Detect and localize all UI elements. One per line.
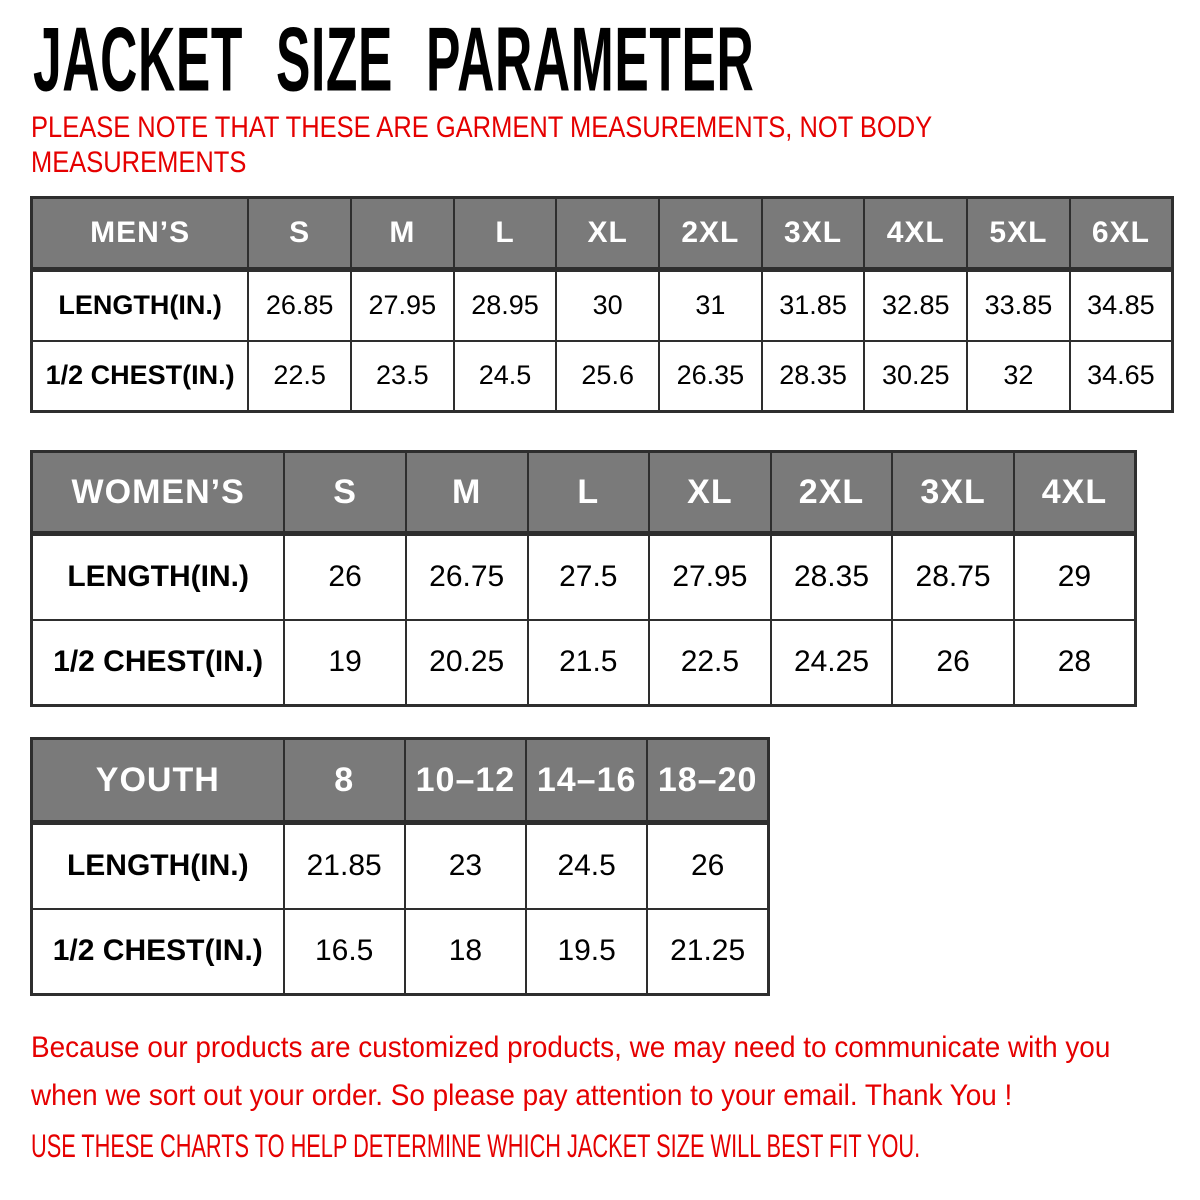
- garment-measurement-note: [31, 110, 932, 180]
- value-cell: 32.85: [864, 270, 967, 341]
- value-cell: 26.85: [248, 270, 351, 341]
- womens-table-title: WOMEN’S: [32, 452, 285, 534]
- header-row: [32, 739, 769, 823]
- value-cell: 31: [659, 270, 762, 341]
- row-label: 1/2 CHEST(IN.): [32, 341, 249, 412]
- value-cell: 24.5: [454, 341, 557, 412]
- mens-size-header: 6XL: [1070, 198, 1173, 270]
- value-cell: 28.95: [454, 270, 557, 341]
- value-cell: 30: [556, 270, 659, 341]
- youth-size-header: 10–12: [405, 739, 526, 823]
- womens-size-header: XL: [649, 452, 771, 534]
- mens-size-header: 4XL: [864, 198, 967, 270]
- womens-size-header: 3XL: [892, 452, 1014, 534]
- value-cell: 28.35: [762, 341, 865, 412]
- value-cell: 24.25: [771, 620, 893, 706]
- value-cell: 26: [892, 620, 1014, 706]
- value-cell: 26.75: [406, 534, 528, 620]
- youth-size-header: 8: [284, 739, 405, 823]
- value-cell: 34.65: [1070, 341, 1173, 412]
- youth-size-table: [30, 737, 770, 996]
- header-row: [32, 452, 1136, 534]
- usage-instruction: USE THESE CHARTS TO HELP DETERMINE WHICH JACKET SIZE WILL BEST FIT YOU.: [31, 1128, 921, 1164]
- womens-size-table: [30, 450, 1137, 707]
- value-cell: 19: [284, 620, 406, 706]
- note-line-2: MEASUREMENTS: [31, 146, 247, 179]
- row-label: LENGTH(IN.): [32, 270, 249, 341]
- womens-size-header: 4XL: [1014, 452, 1136, 534]
- row-label: LENGTH(IN.): [32, 534, 285, 620]
- table-row: [32, 909, 769, 995]
- youth-size-header: 18–20: [647, 739, 768, 823]
- value-cell: 31.85: [762, 270, 865, 341]
- mens-table-title: MEN’S: [32, 198, 249, 270]
- table-row: [32, 620, 1136, 706]
- value-cell: 26: [647, 823, 768, 909]
- mens-size-header: XL: [556, 198, 659, 270]
- value-cell: 22.5: [248, 341, 351, 412]
- value-cell: 20.25: [406, 620, 528, 706]
- value-cell: 28.35: [771, 534, 893, 620]
- mens-size-header: L: [454, 198, 557, 270]
- value-cell: 21.25: [647, 909, 768, 995]
- header-row: [32, 198, 1173, 270]
- value-cell: 27.95: [351, 270, 454, 341]
- row-label: 1/2 CHEST(IN.): [32, 620, 285, 706]
- value-cell: 23.5: [351, 341, 454, 412]
- value-cell: 26.35: [659, 341, 762, 412]
- mens-size-header: M: [351, 198, 454, 270]
- value-cell: 27.95: [649, 534, 771, 620]
- value-cell: 21.5: [528, 620, 650, 706]
- value-cell: 25.6: [556, 341, 659, 412]
- mens-size-header: 2XL: [659, 198, 762, 270]
- value-cell: 32: [967, 341, 1070, 412]
- value-cell: 24.5: [526, 823, 647, 909]
- womens-size-header: S: [284, 452, 406, 534]
- row-label: 1/2 CHEST(IN.): [32, 909, 284, 995]
- customization-notice-line-1: Because our products are customized products, we may need to communicate with you: [31, 1031, 1111, 1064]
- value-cell: 27.5: [528, 534, 650, 620]
- table-row: [32, 823, 769, 909]
- value-cell: 34.85: [1070, 270, 1173, 341]
- womens-size-header: 2XL: [771, 452, 893, 534]
- customization-notice: [31, 1024, 1110, 1120]
- table-row: [32, 270, 1173, 341]
- value-cell: 16.5: [284, 909, 405, 995]
- note-line-1: PLEASE NOTE THAT THESE ARE GARMENT MEASUREMENTS, NOT BODY: [31, 111, 933, 144]
- table-row: [32, 341, 1173, 412]
- row-label: LENGTH(IN.): [32, 823, 284, 909]
- mens-size-header: 5XL: [967, 198, 1070, 270]
- womens-size-header: M: [406, 452, 528, 534]
- value-cell: 19.5: [526, 909, 647, 995]
- mens-size-header: 3XL: [762, 198, 865, 270]
- value-cell: 22.5: [649, 620, 771, 706]
- table-row: [32, 534, 1136, 620]
- value-cell: 29: [1014, 534, 1136, 620]
- youth-table-title: YOUTH: [32, 739, 284, 823]
- value-cell: 23: [405, 823, 526, 909]
- page-title: JACKET SIZE PARAMETER: [33, 8, 755, 111]
- mens-size-header: S: [248, 198, 351, 270]
- womens-size-header: L: [528, 452, 650, 534]
- value-cell: 33.85: [967, 270, 1070, 341]
- value-cell: 28: [1014, 620, 1136, 706]
- value-cell: 21.85: [284, 823, 405, 909]
- customization-notice-line-2: when we sort out your order. So please pay attention to your email. Thank You !: [31, 1079, 1013, 1112]
- value-cell: 28.75: [892, 534, 1014, 620]
- value-cell: 18: [405, 909, 526, 995]
- mens-size-table: [30, 196, 1174, 413]
- value-cell: 26: [284, 534, 406, 620]
- youth-size-header: 14–16: [526, 739, 647, 823]
- value-cell: 30.25: [864, 341, 967, 412]
